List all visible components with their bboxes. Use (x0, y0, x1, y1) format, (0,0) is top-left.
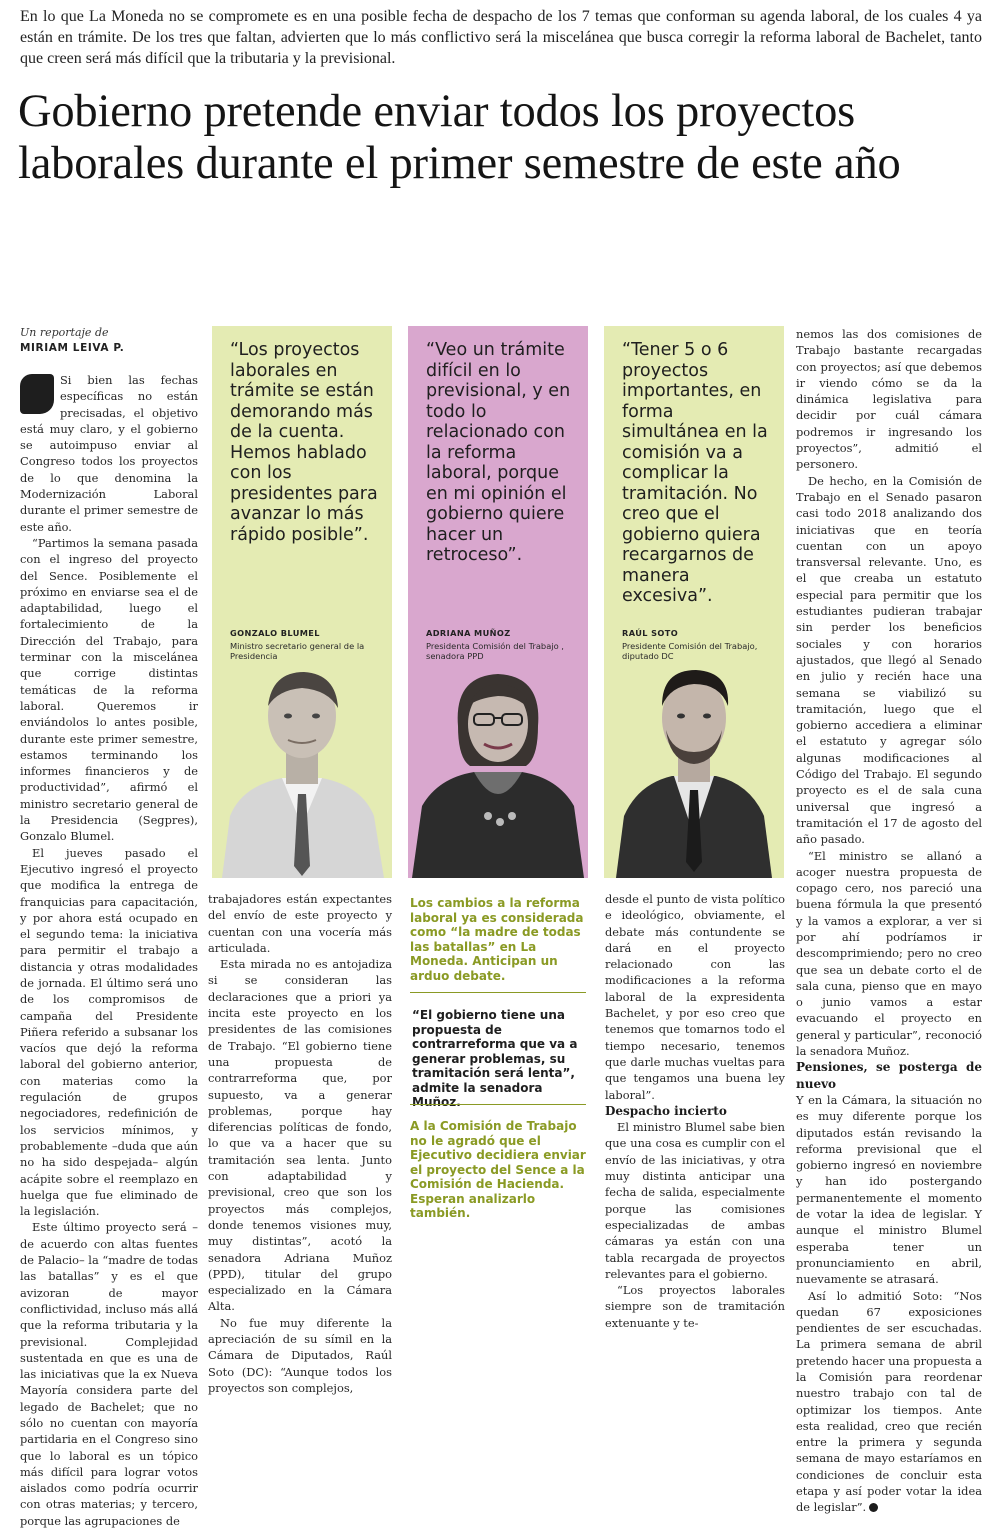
headline: Gobierno pretende enviar todos los proyectos laborales durante el primer semestre de este año (18, 86, 901, 189)
byline-label: Un reportaje de (20, 326, 109, 339)
paragraph: “El ministro se allanó a acoger nuestra propuesta de copago cero, nos pareció una buena fórmula la que presentó y la vamos a explorar, a ver si por ahí podríamos ir descomprimiendo; pero no creo que sea un debate corto el de sala cuna, pienso que en mayo o junio vamos a estar evacuando el proyecto en general y particular”, reconoció la senadora Muñoz. (796, 848, 982, 1059)
highlight-callout: Los cambios a la reforma laboral ya es considerada como “la madre de todas las batallas” en La Moneda. Anticipan un arduo debate. (410, 896, 584, 983)
article-column-1 (20, 372, 198, 1529)
paragraph: trabajadores están expectantes del envío de este proyecto y cuentan con una vocería más articulada. (208, 892, 392, 955)
paragraph: El ministro Blumel sabe bien que una cosa es cumplir con el envío de las iniciativas, y otra muy distinta anticipar una fecha de salida, especialmente porque las comisiones especializadas de ambas cámaras ya están con una tabla recargada de proyectos relevantes para el gobierno. (605, 1120, 785, 1281)
paragraph: “Los proyectos laborales siempre son de tramitación extenuante y te- (605, 1283, 785, 1330)
quote-panel-soto (604, 326, 784, 878)
paragraph-text: Así lo admitió Soto: “Nos quedan 67 exposiciones pendientes de ser escuchadas. La primera semana de abril pretendo hacer una propuesta a la Comisión para reordenar nuestro trabajo con tal de optimizar los tiempos. Ante esta realidad, creo que recién entre la primera y segunda semana de mayo estaríamos en condiciones de concluir esta etapa y así poder votar la idea de legislar”. (796, 1288, 982, 1515)
paragraph: Y en la Cámara, la situación no es muy diferente porque los diputados están revisando la reforma previsional que el gobierno ingresó en noviembre y han ido postergando permanentemente el momento de votar la idea de legislar. Y aunque el ministro Blumel esperaba tener un pronunciamiento en abril, nuevamente se atrasará. (796, 1092, 982, 1287)
paragraph: desde el punto de vista político e ideológico, obviamente, el debate más contundente se dará en el proyecto relacionado con las modificaciones a la reforma laboral de la expresidenta Bachelet, y por eso creo que tenemos que tomarnos todo el tiempo necesario, tenemos que darle muchas vueltas para que tengamos una buena ley laboral”. (605, 892, 786, 1102)
speaker-role: Presidente Comisión del Trabajo, diputado DC (622, 641, 758, 661)
quote-panel-munoz (408, 326, 588, 878)
article-column-3 (605, 891, 785, 1331)
speaker-role: Presidenta Comisión del Trabajo , senadora PPD (426, 641, 564, 661)
article-column-4 (796, 326, 982, 1516)
pull-quote: “Tener 5 o 6 proyectos importantes, en forma simultánea en la comisión va a complicar la tramitación. No creo que el gobierno quiera recargarnos de manera excesiva”. (622, 340, 768, 606)
paragraph-final (796, 1288, 982, 1516)
paragraph: Si bien las fechas específicas no están precisadas, el objetivo está muy claro, y el gobierno se autoimpuso enviar al Congreso todos los proyectos de lo que denomina la Modernización Laboral durante el primer semestre de este año. (20, 373, 198, 534)
paragraph: “Partimos la semana pasada con el ingreso del proyecto del Sence. Posiblemente el próximo en enviarse sea el de adaptabilidad, luego el fortalecimiento de la Dirección del Trabajo, para terminar con la miscelánea que corrige distintas temáticas de la reforma laboral. Queremos ir enviándolos lo antes posible, durante este primer semestre, estamos terminando los informes financieros y de productividad”, afirmó el ministro secretario general de la Presidencia (Segpres), Gonzalo Blumel. (20, 535, 198, 844)
paragraph: De hecho, en la Comisión de Trabajo en el Senado pasaron casi todo 2018 analizando dos iniciativas que en teoría cuentan con un apoyo transversal relevante. Uno, es el que creaba un estatuto especial para permitir que los estudiantes pudieran trabajar sin perder los beneficios sociales y con horarios ajustados, que llegó al Senado en julio y recién hace una semana se viabilizó su tramitación, luego que el gobierno accediera a eliminar el estatuto y agregar sólo algunas modificaciones al Código del Trabajo. El segundo proyecto es el de sala cuna universal que ingresó a tramitación el 17 de agosto del año pasado. (796, 473, 982, 847)
paragraph: No fue muy diferente la apreciación de su símil en la Cámara de Diputados, Raúl Soto (DC): “Aunque todos los proyectos son complejos, (208, 1315, 392, 1395)
pull-quote: “Veo un trámite difícil en lo previsional, y en todo lo relacionado con la reforma laboral, porque en mi opinión el gobierno quiere hacer un retroceso”. (426, 340, 571, 565)
quote-panel-blumel (212, 326, 392, 878)
portrait-photo (212, 666, 392, 878)
divider (410, 1104, 586, 1105)
paragraph: El jueves pasado el Ejecutivo ingresó el proyecto que modifica la entrega de franquicias para capacitación, y por ahora está ocupado en el segundo tema: la iniciativa para permitir el trabajo a distancia y otras modalidades de jornada. El último será uno de los compromisos de campaña del Presidente Piñera referido a subsanar los vacíos que dejó la reforma laboral del gobierno anterior, con materias como la regulación de grupos negociadores, redefinición de los servicios mínimos, y probablemente –duda que aún no ha sido despejada– algún acápite sobre el reemplazo en huelga que fue eliminado de la legislación. (20, 845, 198, 1219)
section-subhead: Despacho incierto (605, 1103, 727, 1118)
paragraph: nemos las dos comisiones de Trabajo bastante recargadas con proyectos; así que debemos ir viendo cómo se da la dinámica legislativa para decidir por cuál cámara podremos ir ingresando los proyectos”, admitió el personero. (796, 327, 982, 472)
quote-callout: “El gobierno tiene una propuesta de contrarreforma que va a generar problemas, su tramitación será lenta”, admite la senadora Muñoz. (412, 1008, 578, 1109)
paragraph: Este último proyecto será –de acuerdo con altas fuentes de Palacio– la “madre de todas las batallas” y es el que avizoran de mayor conflictividad, incluso más allá que la reforma tributaria y la previsional. Complejidad sustentada en que es una de las iniciativas que la ex Nueva Mayoría considera parte del legado de Bachelet; que no sólo no cuentan con mayoría partidaria en el Congreso sino que lo laboral es un tópico más difícil para lograr votos aislados como podría ocurrir con otras materias; y tercero, porque las agrupaciones de (20, 1220, 198, 1528)
divider (410, 992, 586, 993)
portrait-photo (604, 666, 784, 878)
section-subhead: Pensiones, se posterga de nuevo (796, 1060, 982, 1091)
speaker-name: ADRIANA MUÑOZ (426, 628, 511, 638)
portrait-photo (408, 666, 588, 878)
dropcap-s (20, 374, 54, 414)
end-mark-icon (869, 1503, 878, 1512)
speaker-name: GONZALO BLUMEL (230, 628, 320, 638)
speaker-name: RAÚL SOTO (622, 628, 679, 638)
pull-quote: “Los proyectos laborales en trámite se están demorando más de la cuenta. Hemos hablado con los presidentes para avanzar lo más rápido posible”. (230, 340, 378, 545)
lead-paragraph: En lo que La Moneda no se compromete es en una posible fecha de despacho de los 7 temas que conforman su agenda laboral, de los cuales 4 ya están en trámite. De los tres que faltan, advierten que lo más conflictivo será la miscelánea que busca corregir la reforma laboral de Bachelet, tanto que creen será más difícil que la tributaria y la previsional. (20, 8, 982, 67)
paragraph: Esta mirada no es antojadiza si se consideran las declaraciones que a priori ya incita este proyecto en los presidentes de las comisiones de Trabajo. “El gobierno tiene una propuesta de contrarreforma que, por supuesto, va a generar problemas, porque hay diferencias políticas de fondo, lo que va a hacer que su tramitación sea lenta. Junto con adaptabilidad y previsional, creo que son los proyectos más complejos, donde tenemos visiones muy, muy distintas”, acotó la senadora Adriana Muñoz (PPD), titular del grupo especializado en la Cámara Alta. (208, 957, 392, 1314)
article-column-2 (208, 891, 392, 1396)
highlight-callout: A la Comisión de Trabajo no le agradó que el Ejecutivo decidiera enviar el proyecto del Sence a la Comisión de Hacienda. Esperan analizarlo también. (410, 1119, 586, 1220)
byline-author: MIRIAM LEIVA P. (20, 342, 125, 354)
speaker-role: Ministro secretario general de la Presidencia (230, 641, 365, 661)
